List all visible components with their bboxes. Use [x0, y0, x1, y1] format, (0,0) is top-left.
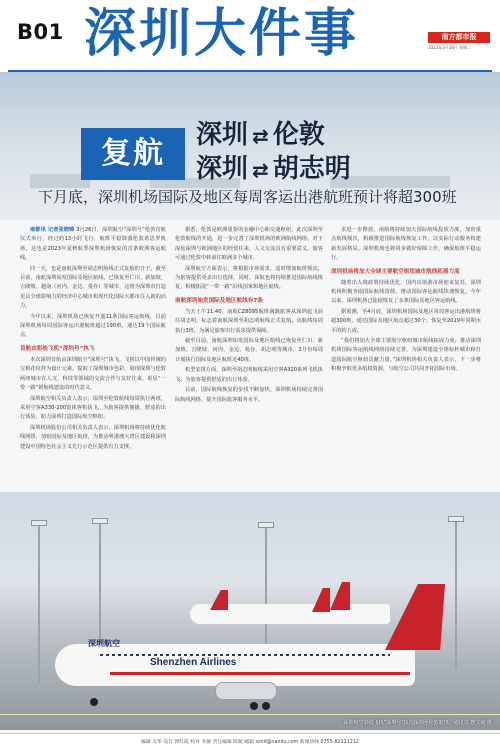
masthead — [0, 0, 500, 72]
article-column-1 — [20, 226, 166, 453]
lamp-head — [92, 518, 108, 524]
route-origin: 深圳 — [196, 154, 249, 184]
article-paragraph: 深圳航空方面表示，将根据市场需求，适时增加航班频次，为旅客提供更多出行选择。同时，深航也将持续推进国际航线恢复，积极拓展“一带一路”沿线国家和地区航线。 — [175, 265, 323, 291]
article-paragraph: 本次深圳首航由深圳航空“深圳号”执飞。飞机以中国传统的宝相花纹样为设计元素，提取了深圳城市色彩，展现深圳与伦敦两座城市在人文、科技等领域的交流合作与友好往来，彰显“一带一路”新航线建设的时代意义。 — [20, 356, 166, 392]
aircraft-tail — [330, 582, 350, 610]
article-paragraph: 深圳航空相关负责人表示，深圳至伦敦航线每周执行两班，采用空客A330-200宽体客机执飞，为旅客提供便捷、舒适的出行体验，助力深圳打造国际航空枢纽。 — [20, 395, 166, 421]
light-pole — [38, 524, 40, 684]
article-paragraph: 随着出入境政策持续优化，国内出境游市场迎来复苏，深圳机场积极争取国际航线资源，推动国际客运航线快速恢复。今年以来，深圳机场已陆续恢复了多条国际及地区客运航线。 — [331, 279, 481, 305]
two-way-arrow-icon: ⇄ — [252, 124, 269, 148]
route-london — [196, 120, 325, 151]
livery-stripe — [110, 672, 410, 675]
section-heading: 深圳机场将加大全球主要航空枢纽城市航线拓展力度 — [331, 268, 460, 275]
tarmac-marking — [0, 714, 500, 715]
section-heading: 首航由彩绘飞机“深圳号”执飞 — [20, 345, 95, 352]
main-aircraft-tail — [385, 584, 445, 650]
article-paragraph: 同一天，也是南航深圳至胡志明航线正式复航的日子。截至目前，南航深圳始发国际及地区航线，已恢复至仁川、新加坡、吉隆坡、越南（河内、金边、曼谷）等城市，这将为深圳市打造更具全球影响力的经济中心城市和现代化国际大都市注入新的活力。 — [20, 265, 166, 310]
page-footer: 编辑 吴华 设计 郭红霞 校对 李静 责任编辑 陈航 邮箱 sznd@nandu.com 新闻热线 0755-82121212 — [0, 733, 500, 750]
article-column-3 — [331, 226, 481, 376]
article-paragraph: 目前，国际航线恢复的步伐不断加快，深圳机场持续完善国际航线网络，提升国际旅客服务水平。 — [175, 387, 323, 403]
article-paragraph: 今年以来，深圳机场已恢复开通11条国际客运航线，目前深圳机场每周国际客运出港航班超过190班，通达19个国际航点。 — [20, 313, 166, 339]
article-paragraph: 据悉，伦敦是欧洲重要的金融中心和交通枢纽。此次深圳至伦敦航线的开通，进一步完善了深圳机场的欧洲航线网络，对于深化深圳与欧洲地区的经贸往来、人文交流具有重要意义。旅客可通过伦敦中转前往欧洲多个城市。 — [175, 227, 323, 262]
airline-name-cn: 深圳航空 — [88, 639, 120, 648]
aircraft-tail — [312, 588, 330, 612]
article-paragraph: 据预测，至4月底，深圳机场国际及地区每周客运出港航班将超300班，通达国际及地区航点超过30个，恢复至2019年同期水平的约五成。 — [331, 308, 481, 334]
section-code: B01 — [17, 20, 64, 44]
route-hochiminh — [196, 154, 351, 185]
route-destination: 胡志明 — [272, 154, 351, 184]
landing-gear — [250, 702, 258, 710]
route-destination: 伦敦 — [272, 120, 325, 150]
article-paragraph — [20, 226, 166, 264]
landing-gear — [262, 702, 270, 710]
article-paragraph: 求进一步释放，南航将持续加大国际航线投放力度，加密重点航线频次，积极推进国际航线恢复工作，以实际行动服务构建新发展格局。深圳机场也将同步做好保障工作，确保航班平稳运行。 — [331, 227, 481, 262]
light-pole — [455, 520, 457, 670]
aircraft-engine — [215, 682, 277, 700]
route-origin: 深圳 — [196, 120, 249, 150]
landing-gear — [90, 698, 98, 706]
aircraft-photo — [0, 492, 500, 730]
lamp-head — [31, 520, 47, 526]
lamp-head — [258, 522, 274, 528]
article-column-2 — [175, 226, 323, 406]
article-paragraph: 机型安排方面，深圳至胡志明航线采用空客A320系列飞机执飞，为旅客提供舒适的出行体验。 — [175, 367, 323, 383]
headline: 下月底，深圳机场国际及地区每周客运出港航班预计将超300班 — [38, 188, 457, 206]
article-paragraph: 当天上午11:40，南航CZ8095航班满载旅客从深圳起飞前往胡志明，标志着南航深圳至胡志明航线正式复航。该航线每周执行3班，为满足旅客出行需求提供保障。 — [175, 308, 323, 334]
article-paragraph: 深圳机场股份公司相关负责人表示，深圳机场将持续优化航线网络，加密国际及地区航班，为推动粤港澳大湾区建设和深圳建设中国特色社会主义先行示范区提供有力支撑。 — [20, 424, 166, 450]
section-heading: 南航深圳始发国际及地区航线有7条 — [175, 297, 263, 304]
article-paragraph: “我们将加大全球主要航空枢纽城市航线拓展力度，推动深圳机场国际客运航线网络持续完善，为深圳建设全球标杆城市和打造国际航空枢纽贡献力量。”深圳机场相关负责人表示，下一步将积极争取更多航权资源，与航空公司共同开拓国际市场。 — [331, 338, 481, 373]
photo-caption: 深圳航空彩绘飞机“深圳号”执行深圳至伦敦航班。通讯员 曾文铭 摄 — [343, 720, 492, 726]
aircraft-tail — [210, 590, 228, 610]
paragraph-text: 3月26日，深圳航空“深圳号”伦敦首航仪式举行，经过约13小时飞行，航班平稳降落伦敦希思罗机场，这也是2023年夏秋航季深圳机场恢复的首条欧洲客运航线。 — [20, 227, 166, 262]
lamp-head — [448, 516, 464, 522]
airline-name-en: Shenzhen Airlines — [150, 657, 237, 668]
newspaper-logo[interactable]: 南方都市报 — [428, 32, 490, 43]
cabin-windows — [100, 654, 390, 656]
two-way-arrow-icon: ⇄ — [252, 158, 269, 182]
issue-date: 2023年3月28日 星期二 — [428, 45, 472, 50]
resumption-badge: 复航 — [81, 128, 185, 180]
byline: 南都讯 记者张晓锦 — [30, 227, 75, 233]
page-title: 深圳大件事 — [84, 4, 360, 64]
article-paragraph: 截至目前，南航深圳始发国际及地区航线已恢复至仁川、新加坡、吉隆坡、河内、金边、曼谷、胡志明等城市，3月份每周计划执行国际及地区航班近40班。 — [175, 338, 323, 363]
light-pole — [265, 526, 267, 656]
